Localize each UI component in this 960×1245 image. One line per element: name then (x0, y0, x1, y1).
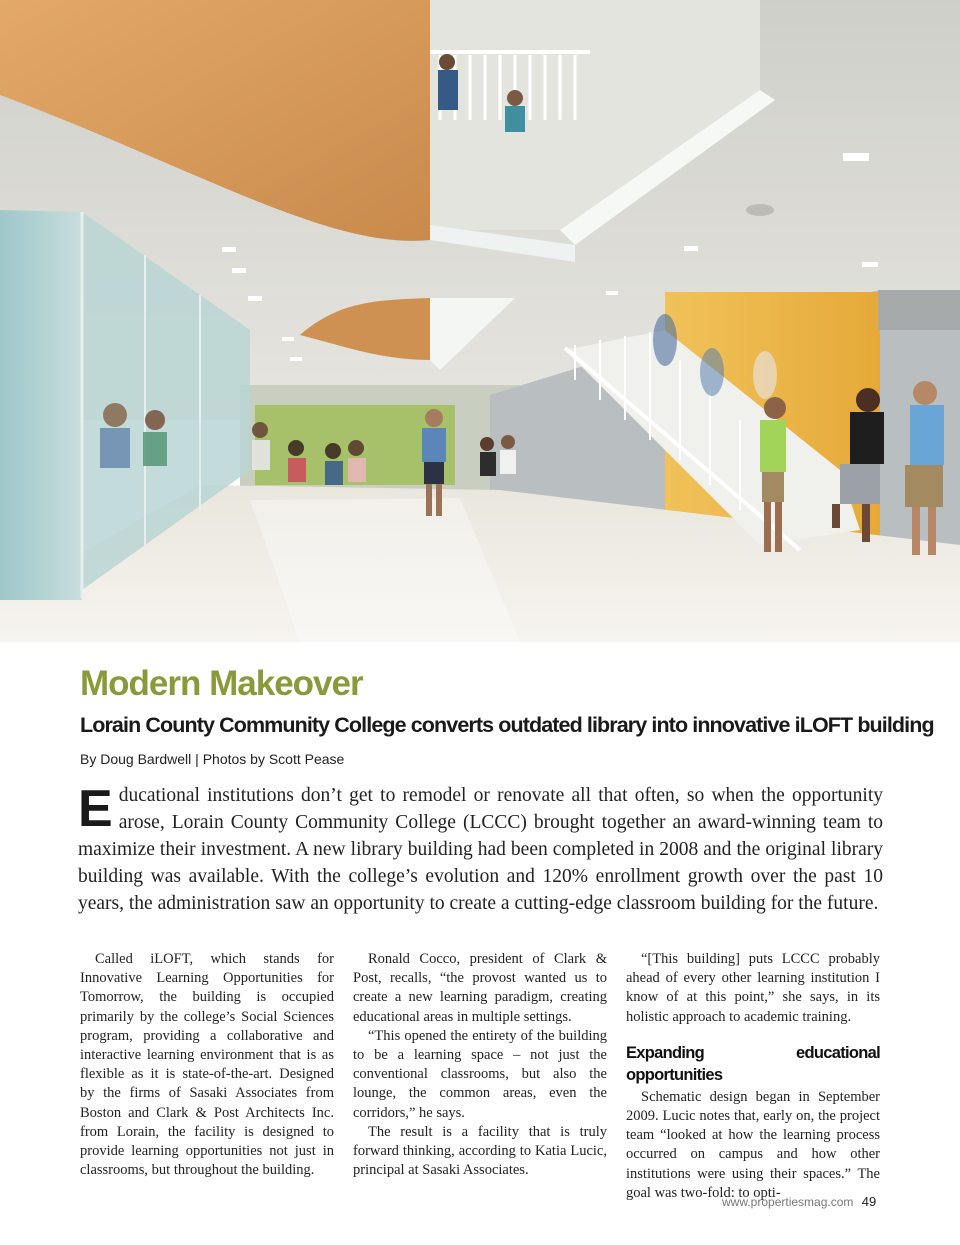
article-subtitle: Lorain County Community College converts outdated library into innovative iLOFT building (80, 713, 934, 737)
intro-paragraph (78, 782, 883, 917)
article-title: Modern Makeover (80, 664, 363, 703)
page-footer (722, 1194, 876, 1209)
page-number: 49 (861, 1194, 877, 1209)
body-paragraph: “[This building] puts LCCC probably ahead of every other learning institution I know of at this point,” she says, in its holistic approach to academic training. (626, 951, 880, 1025)
body-column-2 (353, 950, 607, 1180)
body-paragraph: Schematic design began in September 2009. Lucic notes that, early on, the project team “looked at how the learning process occurred on campus and how other institutions were using their spaces.” The goal was two-fold: to opti- (626, 1088, 880, 1201)
footer-url[interactable]: www.propertiesmag.com (722, 1195, 854, 1209)
body-paragraph: The result is a facility that is truly forward thinking, according to Katia Lucic, principal at Sasaki Associates. (353, 1123, 607, 1179)
section-heading: Expanding educational opportunities (626, 1043, 880, 1084)
intro-text: ducational institutions don’t get to remodel or renovate all that often, so when the opportunity arose, Lorain County Community College (LCCC) brought together an award-winning team to maximize their investment. A new library building had been completed in 2008 and the original library building was available. With the college’s evolution and 120% enrollment growth over the past 10 years, the administration saw an opportunity to create a cutting-edge classroom building for the future. (78, 785, 883, 914)
drop-cap: E (78, 780, 113, 838)
body-paragraph: Ronald Cocco, president of Clark & Post, recalls, “the provost wanted us to create a new learning paradigm, creating educational areas in multiple settings. (353, 951, 607, 1025)
byline: By Doug Bardwell | Photos by Scott Pease (80, 751, 345, 767)
body-column-1 (80, 950, 334, 1180)
body-paragraph: “This opened the entirety of the building to be a learning space – not just the conventional classrooms, but also the lounge, the common areas, even the corridors,” he says. (353, 1027, 607, 1121)
body-column-3 (626, 950, 880, 1203)
body-paragraph: Called iLOFT, which stands for Innovative Learning Opportunities for Tomorrow, the building is occupied primarily by the college’s Social Sciences program, providing a collaborative and interactive learning environment that is as flexible as it is state-of-the-art. Designed by the firms of Sasaki Associates from Boston and Clark & Post Architects Inc. from Lorain, the facility is designed to provide learning opportunities not just in classrooms, but throughout the building. (80, 951, 334, 1179)
